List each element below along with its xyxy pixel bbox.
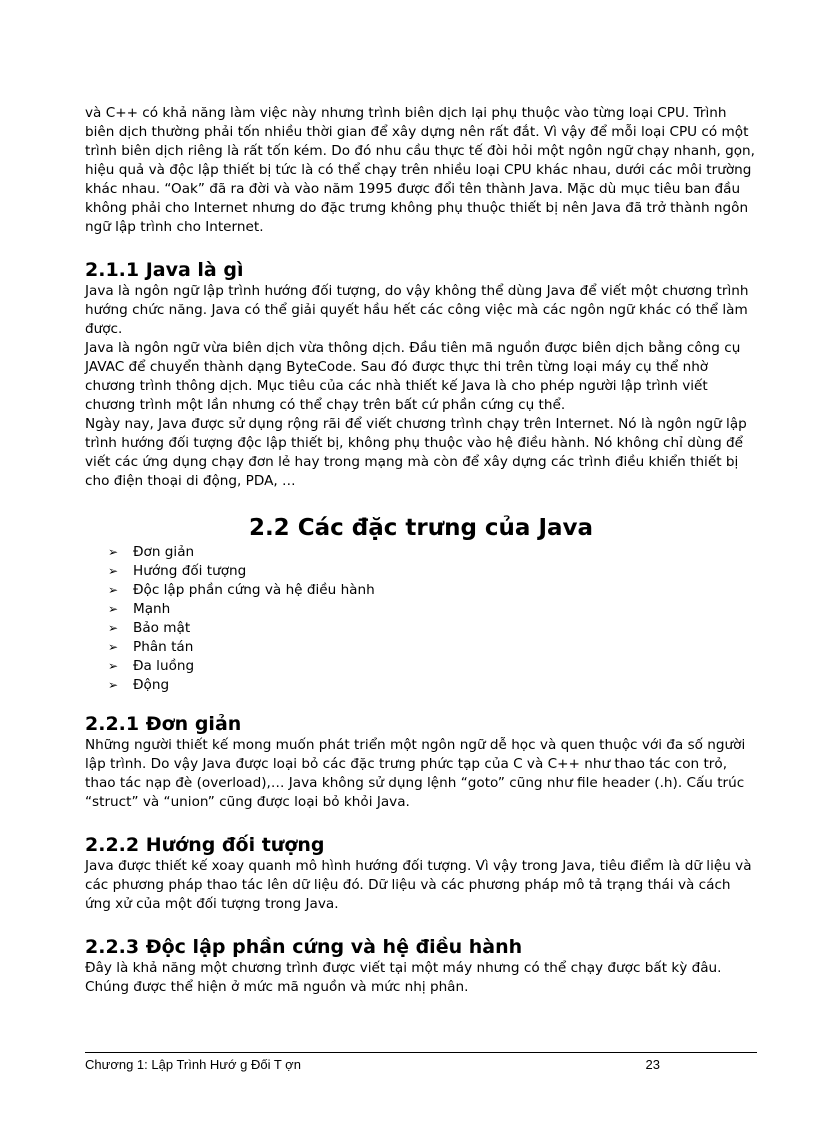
arrow-bullet-icon: ➢ bbox=[108, 564, 119, 578]
list-item: ➢ Bảo mật bbox=[108, 620, 191, 636]
page-footer bbox=[85, 1052, 757, 1072]
paragraph-2-1-1-a: Java là ngôn ngữ lập trình hướng đối tượng, do vậy không thể dùng Java để viết một chương trình hướng chức năng. Java có thể giải quyết hầu hết các công việc mà các ngôn ngữ khác có thể làm được. bbox=[85, 283, 749, 337]
list-item: ➢ Động bbox=[108, 677, 170, 693]
heading-2-2-1: 2.2.1 Đơn giản bbox=[85, 713, 242, 735]
paragraph-2-2-2: Java được thiết kế xoay quanh mô hình hướng đối tượng. Vì vậy trong Java, tiêu điểm là dữ liệu và các phương pháp thao tác lên dữ liệu đó. Dữ liệu và các phương pháp mô tả trạng thái và cách ứng xử của một đối tượng trong Java. bbox=[85, 858, 752, 912]
heading-2-2-2: 2.2.2 Hướng đối tượng bbox=[85, 834, 325, 856]
page-content bbox=[85, 104, 757, 997]
list-item: ➢ Đơn giản bbox=[108, 544, 195, 560]
arrow-bullet-icon: ➢ bbox=[108, 640, 119, 654]
arrow-bullet-icon: ➢ bbox=[108, 621, 119, 635]
list-item: ➢ Độc lập phần cứng và hệ điều hành bbox=[108, 582, 375, 598]
feature-list bbox=[85, 543, 757, 695]
arrow-bullet-icon: ➢ bbox=[108, 602, 119, 616]
list-item: ➢ Mạnh bbox=[108, 601, 171, 617]
list-item: ➢ Hướng đối tượng bbox=[108, 563, 247, 579]
intro-paragraph: và C++ có khả năng làm việc này nhưng trình biên dịch lại phụ thuộc vào từng loại CPU. Trình biên dịch thường phải tốn nhiều thời gian để xây dựng nên rất đắt. Vì vậy để mỗi loại CPU có một trình biên dịch riêng là rất tốn kém. Do đó nhu cầu thực tế đòi hỏi một ngôn ngữ chạy nhanh, gọn, hiệu quả và độc lập thiết bị tức là có thể chạy trên nhiều loại CPU khác nhau, dưới các môi trường khác nhau. “Oak” đã ra đời và vào năm 1995 được đổi tên thành Java. Mặc dù mục tiêu ban đầu không phải cho Internet nhưng do đặc trưng không phụ thuộc thiết bị nên Java đã trở thành ngôn ngữ lập trình cho Internet. bbox=[85, 105, 755, 235]
paragraph-2-1-1-b: Java là ngôn ngữ vừa biên dịch vừa thông dịch. Đầu tiên mã nguồn được biên dịch bằng công cụ JAVAC để chuyển thành dạng ByteCode. Sau đó được thực thi trên từng loại máy cụ thể nhờ chương trình thông dịch. Mục tiêu của các nhà thiết kế Java là cho phép người lập trình viết chương trình một lần nhưng có thể chạy trên bất cứ phần cứng cụ thể. bbox=[85, 340, 741, 413]
list-item: ➢ Đa luồng bbox=[108, 658, 195, 674]
arrow-bullet-icon: ➢ bbox=[108, 678, 119, 692]
arrow-bullet-icon: ➢ bbox=[108, 659, 119, 673]
paragraph-2-2-3: Đây là khả năng một chương trình được viết tại một máy nhưng có thể chạy được bất kỳ đâu. Chúng được thể hiện ở mức mã nguồn và mức nhị phân. bbox=[85, 960, 722, 995]
heading-2-2-3: 2.2.3 Độc lập phần cứng và hệ điều hành bbox=[85, 936, 523, 958]
heading-2-1-1: 2.1.1 Java là gì bbox=[85, 259, 244, 281]
footer-chapter-title: Chương 1: Lập Trình Hướ g Đối T ợn bbox=[85, 1057, 301, 1072]
arrow-bullet-icon: ➢ bbox=[108, 545, 119, 559]
paragraph-2-2-1: Những người thiết kế mong muốn phát triển một ngôn ngữ dễ học và quen thuộc với đa số người lập trình. Do vậy Java được loại bỏ các đặc trưng phức tạp của C và C++ như thao tác con trỏ, thao tác nạp đè (overload),… Java không sử dụng lệnh “goto” cũng như file header (.h). Cấu trúc “struct” và “union” cũng được loại bỏ khỏi Java. bbox=[85, 737, 746, 810]
page-number: 23 bbox=[645, 1057, 660, 1072]
list-item: ➢ Phân tán bbox=[108, 639, 194, 655]
arrow-bullet-icon: ➢ bbox=[108, 583, 119, 597]
paragraph-2-1-1-c: Ngày nay, Java được sử dụng rộng rãi để viết chương trình chạy trên Internet. Nó là ngôn ngữ lập trình hướng đối tượng độc lập thiết bị, không phụ thuộc vào hệ điều hành. Nó không chỉ dùng để viết các ứng dụng chạy đơn lẻ hay trong mạng mà còn để xây dựng các trình điều khiển thiết bị cho điện thoại di động, PDA, … bbox=[85, 416, 747, 489]
heading-2-2: 2.2 Các đặc trưng của Java bbox=[248, 515, 594, 541]
